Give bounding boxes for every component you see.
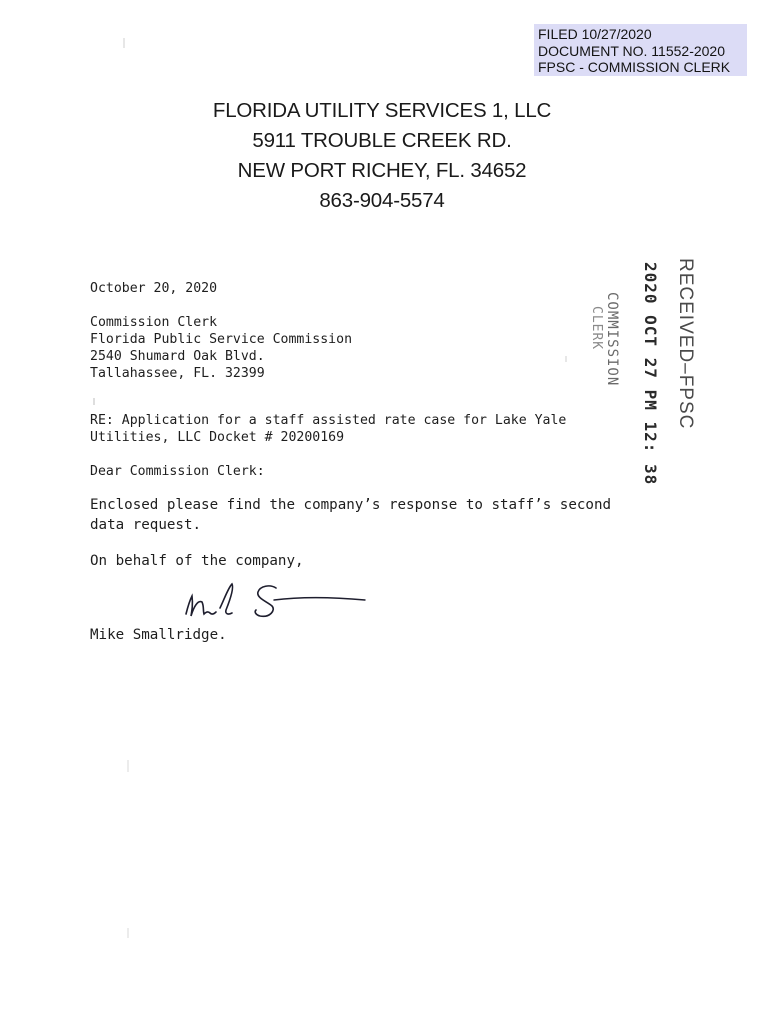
salutation: Dear Commission Clerk: bbox=[90, 464, 265, 479]
company-phone: 863-904-5574 bbox=[319, 189, 445, 212]
received-commission: COMMISSION bbox=[604, 292, 620, 387]
recipient-line: 2540 Shumard Oak Blvd. bbox=[90, 349, 265, 364]
handwritten-signature bbox=[180, 578, 380, 628]
re-line bbox=[90, 412, 566, 446]
recipient-line: Commission Clerk bbox=[90, 315, 218, 330]
re-line-1: RE: Application for a staff assisted rate case for Lake Yale bbox=[90, 413, 567, 428]
letter-body bbox=[90, 495, 611, 535]
filed-stamp bbox=[534, 24, 747, 76]
recipient-line: Tallahassee, FL. 32399 bbox=[90, 366, 265, 381]
filed-date: FILED 10/27/2020 bbox=[538, 26, 652, 42]
received-fpsc-text: RECEIVED–FPSC bbox=[675, 258, 696, 430]
body-line-2: data request. bbox=[90, 517, 202, 533]
re-line-2: Utilities, LLC Docket # 20200169 bbox=[90, 430, 345, 445]
recipient-line: Florida Public Service Commission bbox=[90, 332, 353, 347]
closing: On behalf of the company, bbox=[90, 553, 304, 569]
letter-date: October 20, 2020 bbox=[90, 281, 218, 296]
document-number: DOCUMENT NO. 11552-2020 bbox=[538, 42, 725, 59]
company-city: NEW PORT RICHEY, FL. 34652 bbox=[237, 159, 527, 182]
commission-clerk-label: FPSC - COMMISSION CLERK bbox=[538, 59, 731, 75]
signer-name: Mike Smallridge. bbox=[90, 627, 227, 643]
company-street: 5911 TROUBLE CREEK RD. bbox=[252, 129, 512, 152]
recipient-address bbox=[90, 314, 352, 382]
company-name: FLORIDA UTILITY SERVICES 1, LLC bbox=[212, 99, 552, 122]
received-datetime: 2020 OCT 27 PM 12: 38 bbox=[641, 262, 660, 486]
letterhead bbox=[182, 96, 582, 216]
received-clerk: CLERK bbox=[589, 306, 604, 351]
received-stamp bbox=[578, 258, 698, 486]
body-line-1: Enclosed please find the company’s response to staff’s second bbox=[90, 497, 612, 513]
